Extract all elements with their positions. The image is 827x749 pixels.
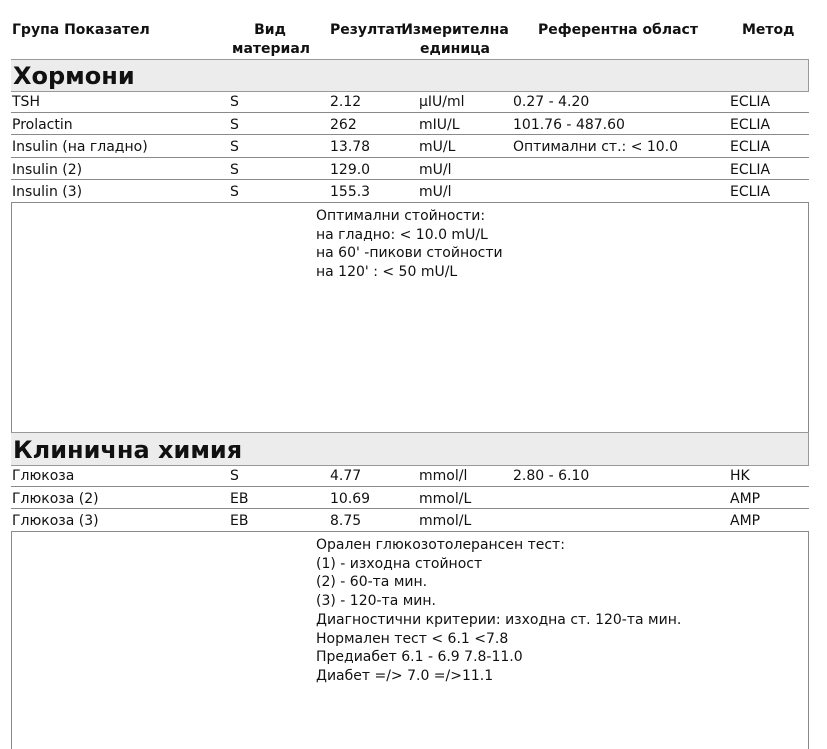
row-name: TSH <box>12 94 40 110</box>
column-header-material-line1: Вид <box>254 22 286 38</box>
row-method: AMP <box>730 491 761 507</box>
row-divider <box>11 531 809 532</box>
column-header-material-line2: материал <box>232 41 311 57</box>
notes-chemistry <box>316 536 681 686</box>
row-divider <box>11 486 809 487</box>
row-unit: mU/l <box>419 184 452 200</box>
note-line: Орален глюкозотолерансен тест: <box>316 537 565 553</box>
row-material: S <box>230 139 239 155</box>
section-title-hormones: Хормони <box>13 62 135 90</box>
row-material: EB <box>230 513 249 529</box>
section-title-chemistry: Клинична химия <box>13 436 243 464</box>
row-divider <box>11 134 809 135</box>
note-line: Диагностични критерии: изходна ст. 120-та мин. <box>316 611 682 628</box>
row-method: ECLIA <box>730 162 771 178</box>
note-line: (1) - изходна стойност <box>316 555 483 572</box>
notes-border-left <box>11 531 12 749</box>
row-divider <box>11 112 809 113</box>
row-name: Insulin (на гладно) <box>12 139 148 155</box>
notes-border-right <box>808 202 809 433</box>
row-result: 13.78 <box>330 139 371 155</box>
row-reference: 2.80 - 6.10 <box>513 468 590 484</box>
row-unit: mIU/L <box>419 117 460 133</box>
row-result: 10.69 <box>330 491 371 507</box>
column-header-unit-line2: единица <box>420 41 490 57</box>
column-header-group: Група Показател <box>12 22 150 38</box>
row-reference: Оптимални ст.: < 10.0 <box>513 139 679 155</box>
note-line: Предиабет 6.1 - 6.9 7.8-11.0 <box>316 649 523 666</box>
note-line: на 60' -пикови стойности <box>316 245 503 262</box>
note-line: на 120' : < 50 mU/L <box>316 264 458 281</box>
row-result: 262 <box>330 117 357 133</box>
row-unit: mU/l <box>419 162 452 178</box>
column-header-method: Метод <box>742 22 795 38</box>
row-reference: 101.76 - 487.60 <box>513 117 625 133</box>
column-header-reference: Референтна област <box>538 22 698 38</box>
row-material: S <box>230 94 239 110</box>
row-divider <box>11 202 809 203</box>
row-result: 155.3 <box>330 184 371 200</box>
row-divider <box>11 179 809 180</box>
row-name: Prolactin <box>12 117 73 133</box>
notes-border-right <box>808 531 809 749</box>
row-result: 2.12 <box>330 94 362 110</box>
column-header-unit-line1: Измерителна <box>401 22 509 38</box>
row-result: 129.0 <box>330 162 371 178</box>
row-material: S <box>230 117 239 133</box>
row-name: Глюкоза (2) <box>12 491 99 507</box>
row-method: ECLIA <box>730 184 771 200</box>
column-header-material <box>232 21 311 59</box>
row-method: ECLIA <box>730 94 771 110</box>
row-name: Insulin (2) <box>12 162 83 178</box>
row-unit: µIU/ml <box>419 94 465 110</box>
row-reference: 0.27 - 4.20 <box>513 94 590 110</box>
row-material: S <box>230 184 239 200</box>
row-material: EB <box>230 491 249 507</box>
note-line: (2) - 60-та мин. <box>316 574 428 591</box>
row-result: 8.75 <box>330 513 362 529</box>
row-method: ECLIA <box>730 117 771 133</box>
row-name: Глюкоза <box>12 468 75 484</box>
row-divider <box>11 508 809 509</box>
row-name: Insulin (3) <box>12 184 83 200</box>
column-header-result: Резултат <box>330 22 403 38</box>
notes-hormones <box>316 207 503 282</box>
row-method: ECLIA <box>730 139 771 155</box>
notes-border-left <box>11 202 12 433</box>
note-line: Нормален тест < 6.1 <7.8 <box>316 630 509 647</box>
note-line: (3) - 120-та мин. <box>316 593 437 610</box>
note-line: Диабет =/> 7.0 =/>11.1 <box>316 667 494 684</box>
row-unit: mmol/L <box>419 491 472 507</box>
row-unit: mmol/l <box>419 468 468 484</box>
row-material: S <box>230 162 239 178</box>
row-divider <box>11 157 809 158</box>
row-unit: mmol/L <box>419 513 472 529</box>
row-method: HK <box>730 468 750 484</box>
column-header-unit <box>401 21 509 59</box>
row-material: S <box>230 468 239 484</box>
row-result: 4.77 <box>330 468 362 484</box>
note-line: на гладно: < 10.0 mU/L <box>316 226 488 243</box>
note-line: Оптимални стойности: <box>316 208 486 224</box>
row-name: Глюкоза (3) <box>12 513 99 529</box>
row-unit: mU/L <box>419 139 456 155</box>
row-method: AMP <box>730 513 761 529</box>
